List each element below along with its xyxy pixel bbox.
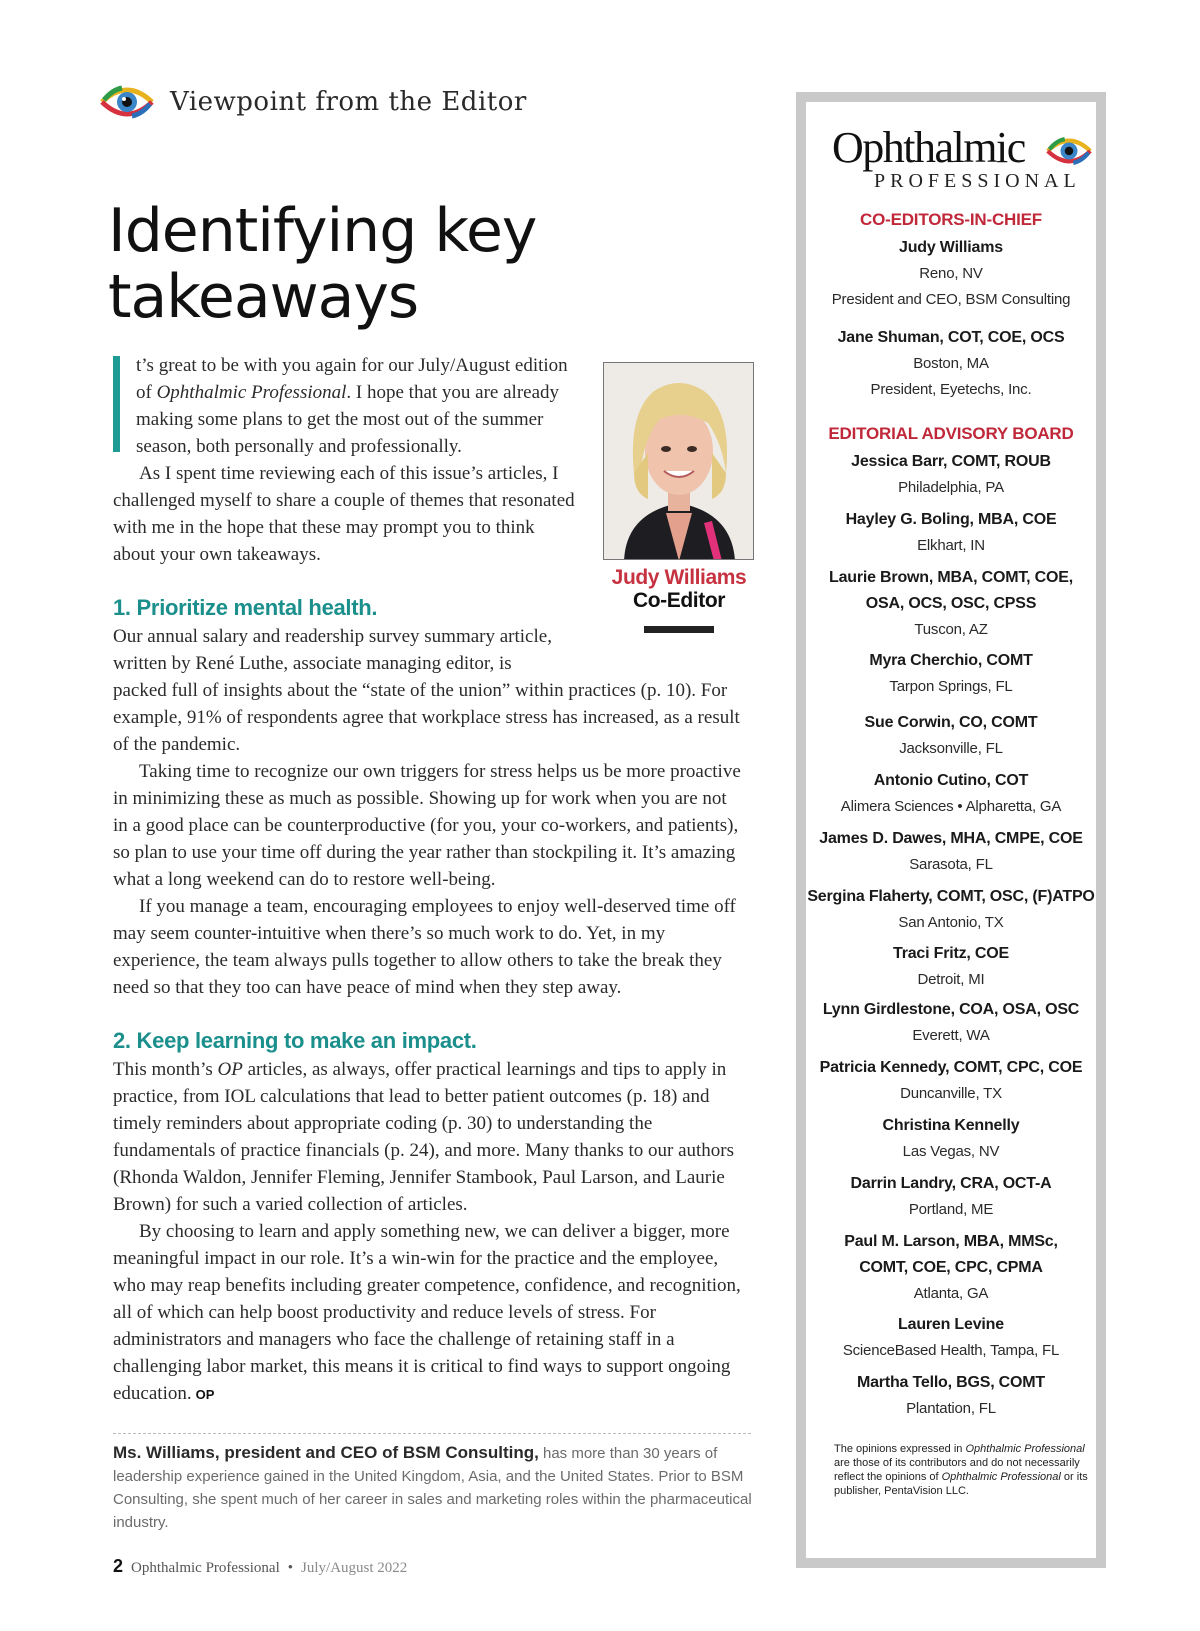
board-title: EDITORIAL ADVISORY BOARD — [828, 424, 1074, 443]
footer-separator: • — [287, 1560, 294, 1576]
caption-name: Judy Williams — [611, 566, 747, 589]
intro-paragraph-2: As I spent time reviewing each of this issue’s articles, I challenged myself to share a couple of themes that resonated with me in the hope that these may prompt you to think about your own takeaways. — [113, 463, 575, 565]
board-member: Lynn Girdlestone, COA, OSA, OSC Everett, WA — [822, 1001, 1080, 1044]
photo-caption — [598, 566, 760, 633]
author-bio: Ms. Williams, president and CEO of BSM Consulting, has more than 30 years of leadership experience gained in the United Kingdom, Asia, and the United States. Prior to BSM Consulting, she spent much of her career in sales and marketing roles within the pharmaceutical industry. — [113, 1443, 752, 1531]
board-member: Laurie Brown, MBA, COMT, COE, OSA, OCS, OSC, CPSS Tuscon, AZ — [829, 569, 1073, 638]
section-1-paragraph-1a: Our annual salary and readership survey summary article, written by René Luthe, associate managing editor, is — [113, 626, 552, 674]
coeditor-entry: Jane Shuman, COT, COE, OCS Boston, MA President, Eyetechs, Inc. — [837, 329, 1065, 398]
intro-paragraph: t’s great to be with you again for our July/August edition of Ophthalmic Professional. I hope that you are already making some plans to get the most out of the summer season, both personally and professionally. — [113, 352, 575, 460]
section-1-paragraph-1b: packed full of insights about the “state of the union” within practices (p. 10). For example, 91% of respondents agree that workplace stress has increased, as a result of the pandemic. — [113, 680, 740, 755]
masthead-disclaimer: The opinions expressed in Ophthalmic Professional are those of its contributors and do not necessarily reflect the opinions of Ophthalmic Professional or its publisher, PentaVision LLC. — [834, 1443, 1088, 1497]
section-1-heading: 1. Prioritize mental health. — [113, 595, 378, 620]
board-member: Lauren Levine ScienceBased Health, Tampa, FL — [842, 1316, 1060, 1359]
section-header — [98, 82, 527, 122]
board-member: Patricia Kennedy, COMT, CPC, COE Duncanville, TX — [819, 1059, 1083, 1102]
masthead-logo — [832, 124, 1094, 194]
dropcap-bar — [113, 356, 120, 452]
board-member: Jessica Barr, COMT, ROUB Philadelphia, PA — [851, 453, 1051, 496]
board-member: James D. Dawes, MHA, CMPE, COE Sarasota, FL — [819, 830, 1083, 873]
logo-word: Ophthalmic — [832, 123, 1025, 172]
page-footer — [113, 1556, 407, 1577]
masthead-panel — [806, 102, 1096, 1558]
end-tag: OP — [195, 1387, 215, 1402]
board-member: Myra Cherchio, COMT Tarpon Springs, FL — [869, 652, 1033, 695]
section-2-paragraph-1: This month’s OP articles, as always, offer practical learnings and tips to apply in practice, from IOL calculations that lead to better patient outcomes (p. 18) and timely reminders about appropriate coding (p. 30) to understanding the fundamentals of practice financials (p. 24), and more. Many thanks to our authors (Rhonda Waldon, Jennifer Fleming, Jennifer Stambook, Paul Larson, and Laurie Brown) for such a varied collection of articles. — [113, 1059, 735, 1215]
board-member: Antonio Cutino, COT Alimera Sciences • Alpharetta, GA — [840, 772, 1062, 815]
board-member: Christina Kennelly Las Vegas, NV — [882, 1117, 1020, 1160]
coeditors-title: CO-EDITORS-IN-CHIEF — [860, 210, 1042, 229]
footer-date: July/August 2022 — [301, 1560, 408, 1576]
section-2-paragraph-2: By choosing to learn and apply something new, we can deliver a bigger, more meaningful impact in our role. It’s a win-win for the practice and the employee, who may reap benefits including greater competence, confidence, and recognition, all of which can help boost productivity and reduce levels of stress. For administrators and managers who face the challenge of retaining staff in a challenging labor market, this means it is critical to find ways to support ongoing education. OP — [113, 1221, 741, 1404]
masthead-sidebar — [796, 92, 1106, 1568]
article-title: Identifying key takeaways — [108, 196, 537, 332]
board-member: Darrin Landry, CRA, OCT-A Portland, ME — [850, 1175, 1052, 1218]
section-label: Viewpoint from the Editor — [170, 87, 527, 117]
board-member: Martha Tello, BGS, COMT Plantation, FL — [856, 1374, 1045, 1417]
section-1-paragraph-2: Taking time to recognize our own triggers for stress helps us be more proactive in minimizing these as much as possible. Showing up for work when you are not in a good place can be counterproductive (for you, your co-workers, and patients), so plan to use your time off during the year rather than stockpiling it. It’s amazing what a long weekend can do to restore well-being. — [113, 761, 741, 890]
board-member: Paul M. Larson, MBA, MMSc, COMT, COE, CPC, CPMA Atlanta, GA — [844, 1233, 1058, 1302]
board-member: Sergina Flaherty, COMT, OSC, (F)ATPO San Antonio, TX — [807, 888, 1095, 931]
logo-sub: PROFESSIONAL — [874, 170, 1081, 192]
board-member: Traci Fritz, COE Detroit, MI — [893, 945, 1009, 988]
editor-portrait-image — [604, 363, 754, 560]
coeditor-entry: Judy Williams Reno, NV President and CEO, BSM Consulting — [831, 239, 1071, 308]
bio-divider — [113, 1433, 751, 1434]
caption-role: Co-Editor — [632, 589, 726, 612]
page-number: 2 — [113, 1556, 124, 1576]
section-1-paragraph-3: If you manage a team, encouraging employees to enjoy well-deserved time off may seem counter-intuitive when there’s so much work to do. Yet, in my experience, the team always pulls together to allow others to take the break they need so that they too can have peace of mind when they step away. — [113, 896, 736, 998]
board-member: Sue Corwin, CO, COMT Jacksonville, FL — [864, 714, 1038, 757]
footer-publication: Ophthalmic Professional — [131, 1560, 280, 1576]
editor-photo — [603, 362, 754, 560]
caption-rule — [644, 626, 714, 633]
eye-logo-icon — [98, 82, 156, 122]
logo-eye-icon — [1044, 134, 1094, 168]
board-member: Hayley G. Boling, MBA, COE Elkhart, IN — [845, 511, 1057, 554]
section-2-heading: 2. Keep learning to make an impact. — [113, 1028, 477, 1053]
